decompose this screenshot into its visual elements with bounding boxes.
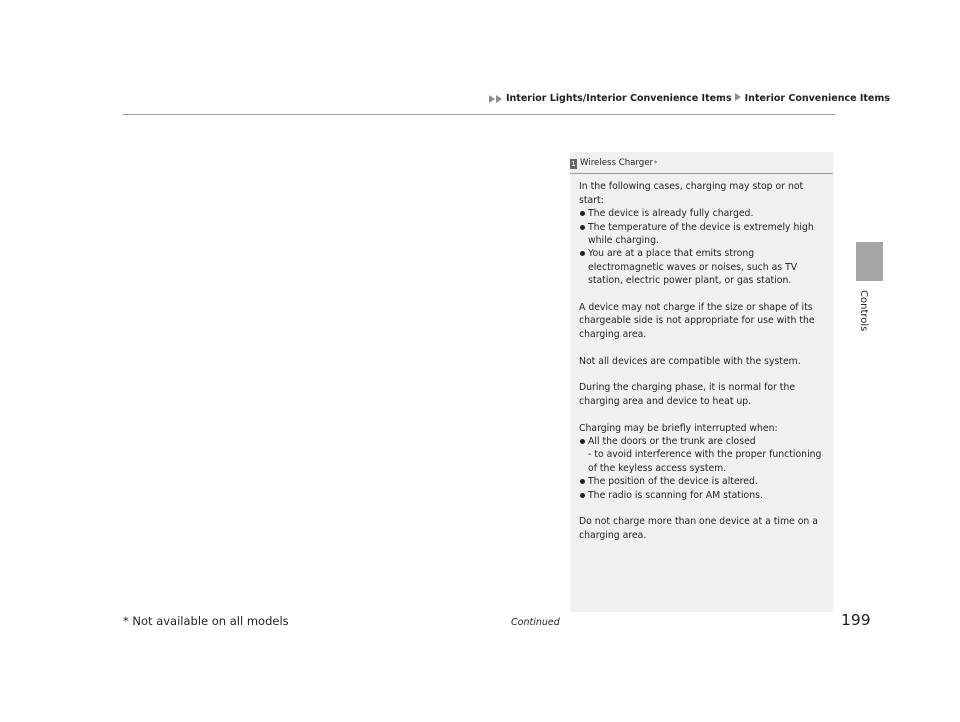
breadcrumb bbox=[489, 93, 890, 104]
section-tab-marker bbox=[856, 242, 883, 281]
list-item: All the doors or the trunk are closed bbox=[579, 435, 825, 448]
list-item-detail: - to avoid interference with the proper functioning of the keyless access system. bbox=[588, 449, 822, 474]
note-paragraph: During the charging phase, it is normal for the charging area and device to heat up. bbox=[579, 382, 796, 407]
note-intro: In the following cases, charging may stop or not start: bbox=[579, 181, 804, 206]
footnote: * Not available on all models bbox=[123, 614, 289, 628]
breadcrumb-subsection: Interior Convenience Items bbox=[744, 93, 890, 104]
page-number: 199 bbox=[841, 611, 871, 629]
note-title-mark: * bbox=[654, 160, 658, 167]
list-item: The device is already fully charged. bbox=[579, 207, 825, 220]
note-paragraph: A device may not charge if the size or shape of its chargeable side is not appropriate for use with the charging area. bbox=[579, 302, 815, 340]
breadcrumb-section: Interior Lights/Interior Convenience Items bbox=[506, 93, 732, 104]
wireless-charger-note bbox=[570, 152, 833, 612]
note-heading bbox=[570, 157, 833, 174]
note-paragraph: Charging may be briefly interrupted when: bbox=[579, 422, 778, 434]
header-divider bbox=[123, 114, 835, 115]
list-item: The radio is scanning for AM stations. bbox=[579, 489, 825, 502]
note-paragraph: Do not charge more than one device at a time on a charging area. bbox=[579, 516, 818, 541]
note-title: Wireless Charger bbox=[580, 158, 654, 168]
list-item: The position of the device is altered. bbox=[579, 475, 825, 488]
list-item: The temperature of the device is extremely high while charging. bbox=[579, 221, 825, 248]
note-paragraph: Not all devices are compatible with the system. bbox=[579, 355, 801, 367]
arrow-icon bbox=[735, 93, 742, 104]
double-arrow-icon bbox=[489, 95, 503, 103]
note-number-icon: 1 bbox=[571, 159, 576, 168]
continued-label: Continued bbox=[511, 617, 560, 628]
section-tab-label: Controls bbox=[858, 290, 869, 332]
list-item: You are at a place that emits strong electromagnetic waves or noises, such as TV station, electric power plant, or gas station. bbox=[579, 247, 825, 287]
